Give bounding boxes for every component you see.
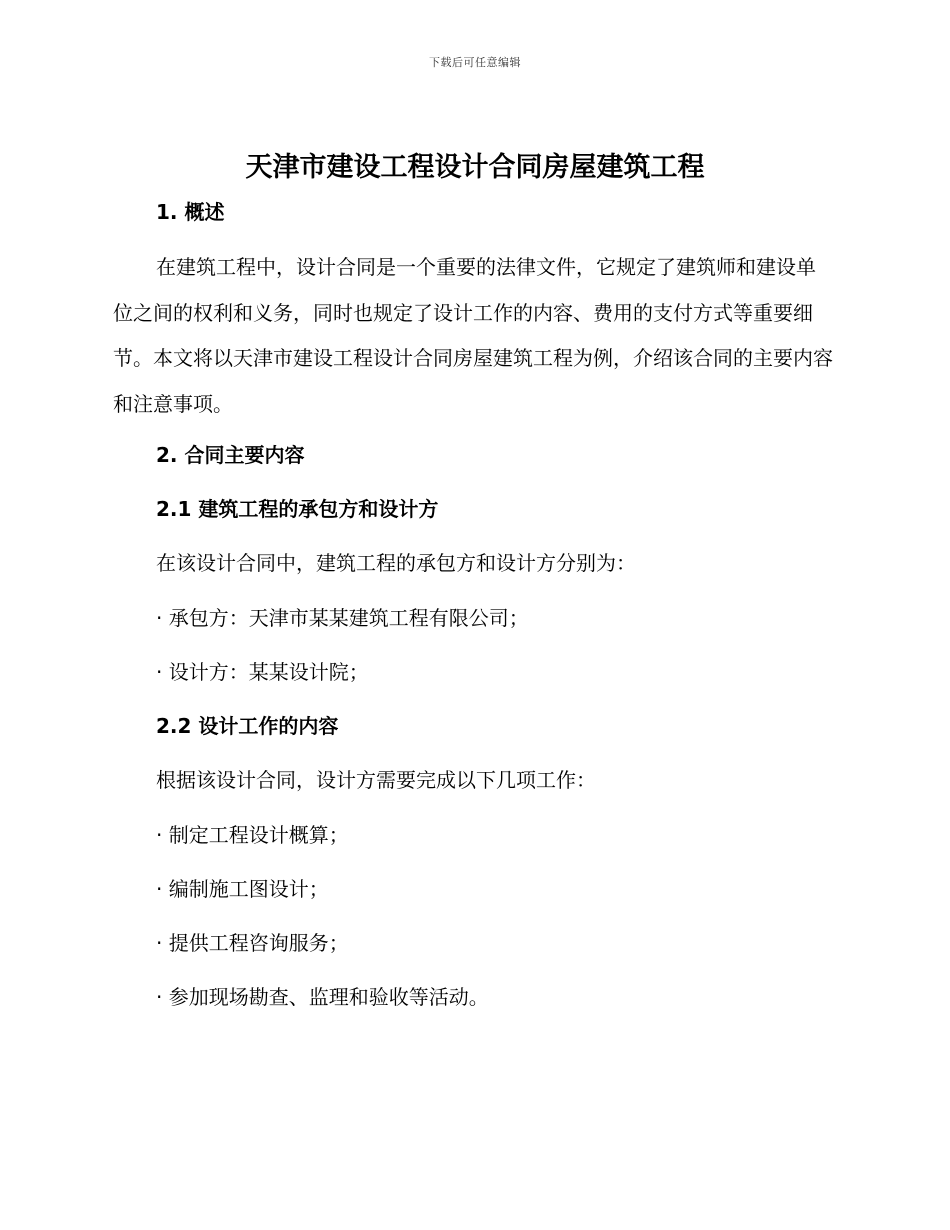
list-item-work-1: · 制定工程设计概算；: [156, 823, 349, 847]
list-item-work-3: · 提供工程咨询服务；: [156, 931, 349, 955]
list-item-work-4: · 参加现场勘查、监理和验收等活动。: [156, 985, 489, 1009]
parties-intro: 在该设计合同中，建筑工程的承包方和设计方分别为：: [156, 551, 636, 575]
list-item-work-2: · 编制施工图设计；: [156, 877, 329, 901]
list-item-contractor: · 承包方：天津市某某建筑工程有限公司；: [156, 606, 529, 630]
document-title: 天津市建设工程设计合同房屋建筑工程: [245, 152, 705, 183]
heading-overview: 1. 概述: [156, 200, 225, 224]
heading-main-content: 2. 合同主要内容: [156, 443, 305, 467]
heading-work: 2.2 设计工作的内容: [156, 714, 339, 738]
work-intro: 根据该设计合同，设计方需要完成以下几项工作：: [156, 768, 596, 792]
heading-parties: 2.1 建筑工程的承包方和设计方: [156, 497, 439, 521]
overview-paragraph: 在建筑工程中，设计合同是一个重要的法律文件，它规定了建筑师和建设单位之间的权利和义务，同时也规定了设计工作的内容、费用的支付方式等重要细节。本文将以天津市建设工程设计合同房屋建筑工程为例，介绍该合同的主要内容和注意事项。: [113, 255, 833, 416]
list-item-designer: · 设计方：某某设计院；: [156, 660, 369, 684]
header-note: 下载后可任意编辑: [429, 56, 521, 69]
